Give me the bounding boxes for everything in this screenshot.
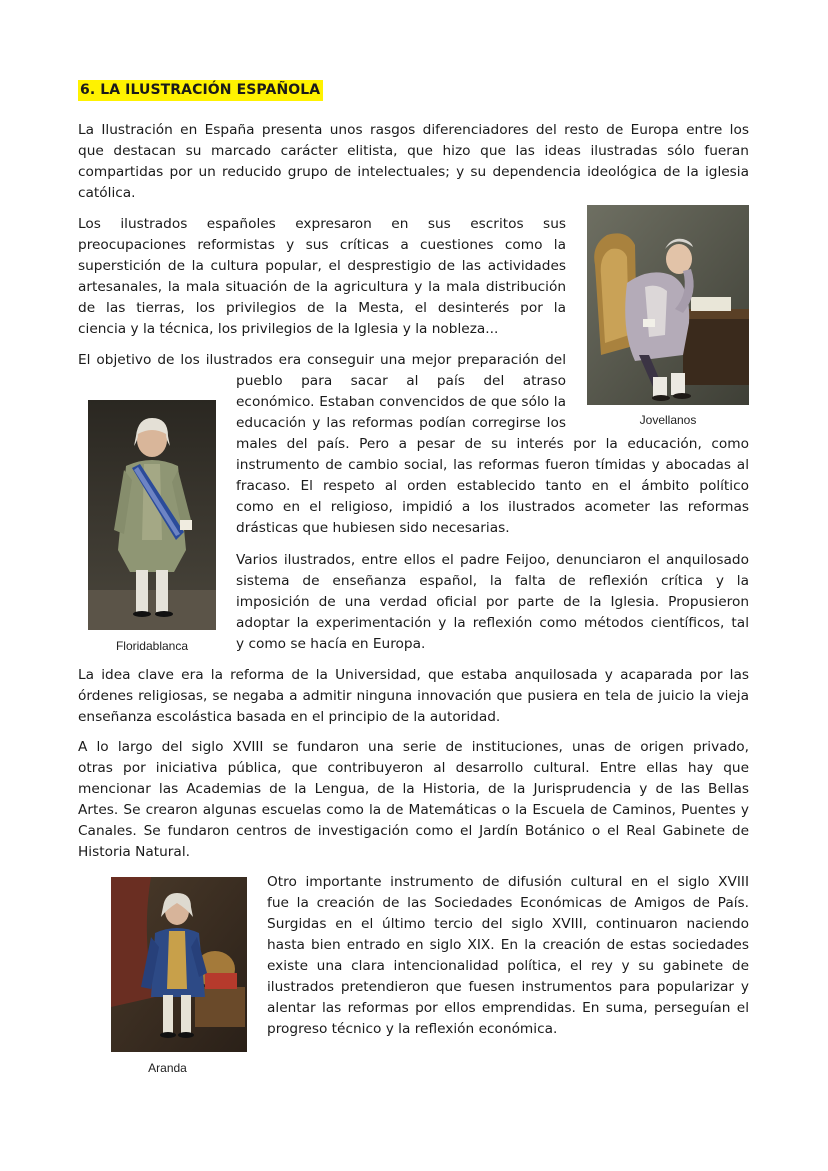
text-line: económico. Estaban convencidos de que sólo la: [236, 394, 566, 410]
paragraph-6: [78, 737, 749, 863]
caption-floridablanca: Floridablanca: [115, 639, 189, 653]
text-line: El objetivo de los ilustrados era conseguir una mejor preparación del: [78, 352, 566, 368]
text-line: imposición de una verdad oficial por parte de la Iglesia. Propusieron: [236, 594, 749, 610]
figure-jovellanos: [587, 205, 749, 405]
text-line: progreso técnico y la reflexión económica.: [267, 1021, 558, 1037]
paragraph-3-narrow: [236, 371, 566, 434]
text-line: enseñanza escolástica basada en el principio de la autoridad.: [78, 709, 501, 725]
text-line: A lo largo del siglo XVIII se fundaron una serie de instituciones, unas de origen privado,: [78, 739, 749, 755]
text-line: ciencia y la técnica, los privilegios de la Iglesia y la nobleza...: [78, 321, 499, 337]
text-line: órdenes religiosas, se negaba a admitir ninguna innovación que pusiera en tela de juicio la vieja: [78, 688, 749, 704]
portrait-aranda-icon: [111, 877, 247, 1052]
text-line: adoptar la experimentación y la reflexión como métodos científicos, tal: [236, 615, 749, 631]
text-line: hasta bien entrado en siglo XIX. En la creación de estas sociedades: [267, 937, 749, 953]
text-line: otras por iniciativa pública, que contribuyeron al desarrollo cultural. Entre ellas hay que: [78, 760, 749, 776]
text-line: Surgidas en el último tercio del siglo XVIII, continuaron naciendo: [267, 916, 749, 932]
text-line: existe una clara intencionalidad política, el rey y su gabinete de: [267, 958, 749, 974]
text-line: artesanales, la mala situación de la agricultura y la mala distribución: [78, 279, 566, 295]
text-line: Los ilustrados españoles expresaron en sus escritos sus: [78, 216, 566, 232]
text-line: ilustrados pretendieron que fuesen instrumentos para popularizar y: [267, 979, 749, 995]
text-line: Artes. Se crearon algunas escuelas como la de Matemáticas o la Escuela de Caminos, Puentes y: [78, 802, 749, 818]
text-line: instrumento de cambio social, las reformas fueron tímidas y abocadas al: [236, 457, 749, 473]
paragraph-3-first-line: [78, 350, 566, 371]
text-line: mencionar las Academias de la Lengua, de la Historia, de la Jurisprudencia y de las Bellas: [78, 781, 749, 797]
portrait-jovellanos-icon: [587, 205, 749, 405]
text-line: La Ilustración en España presenta unos rasgos diferenciadores del resto de Europa entre los: [78, 122, 749, 138]
paragraph-2: [78, 214, 566, 340]
text-line: La idea clave era la reforma de la Universidad, que estaba anquilosada y acaparada por las: [78, 667, 749, 683]
text-line: pueblo para sacar al país del atraso: [236, 373, 566, 389]
text-line: sistema de enseñanza español, la falta de reflexión crítica y la: [236, 573, 749, 589]
paragraph-1: [78, 120, 749, 204]
paragraph-3-wide: [236, 434, 749, 539]
portrait-floridablanca-icon: [88, 400, 216, 630]
section-heading: 6. LA ILUSTRACIÓN ESPAÑOLA: [78, 80, 323, 101]
text-line: preocupaciones reformistas y sus críticas a cuestiones como la: [78, 237, 566, 253]
text-line: alentar las reformas por ellos emprendidas. En suma, perseguían el: [267, 1000, 749, 1016]
figure-floridablanca: [88, 400, 216, 630]
text-line: que destacan su marcado carácter elitista, que hizo que las ideas ilustradas sólo fueran: [78, 143, 749, 159]
paragraph-4: [236, 550, 749, 655]
caption-jovellanos: Jovellanos: [639, 413, 697, 427]
paragraph-5: [78, 665, 749, 728]
text-line: católica.: [78, 185, 136, 201]
figure-aranda: [111, 877, 247, 1052]
text-line: educación y las reformas podían corregirse los: [236, 415, 566, 431]
text-line: drásticas que hubiesen sido necesarias.: [236, 520, 510, 536]
text-line: fue la creación de las Sociedades Económicas de Amigos de País.: [267, 895, 749, 911]
text-line: de las tierras, los privilegios de la Mesta, el desinterés por la: [78, 300, 566, 316]
text-line: como en el religioso, impidió a los ilustrados acometer las reformas: [236, 499, 749, 515]
text-line: compartidas por un reducido grupo de intelectuales; y su dependencia ideológica de la iglesia: [78, 164, 749, 180]
text-line: superstición de la cultura popular, el desprestigio de las actividades: [78, 258, 566, 274]
text-line: y como se hacía en Europa.: [236, 636, 426, 652]
paragraph-7: [267, 872, 749, 1040]
text-line: Canales. Se fundaron centros de investigación como el Jardín Botánico o el Real Gabinete de: [78, 823, 749, 839]
text-line: fracaso. El respeto al orden establecido tanto en el ámbito político: [236, 478, 749, 494]
text-line: Otro importante instrumento de difusión cultural en el siglo XVIII: [267, 874, 749, 890]
text-line: Varios ilustrados, entre ellos el padre Feijoo, denunciaron el anquilosado: [236, 552, 749, 568]
text-line: males del país. Pero a pesar de su interés por la educación, como: [236, 436, 749, 452]
caption-aranda: Aranda: [148, 1061, 187, 1075]
text-line: Historia Natural.: [78, 844, 190, 860]
